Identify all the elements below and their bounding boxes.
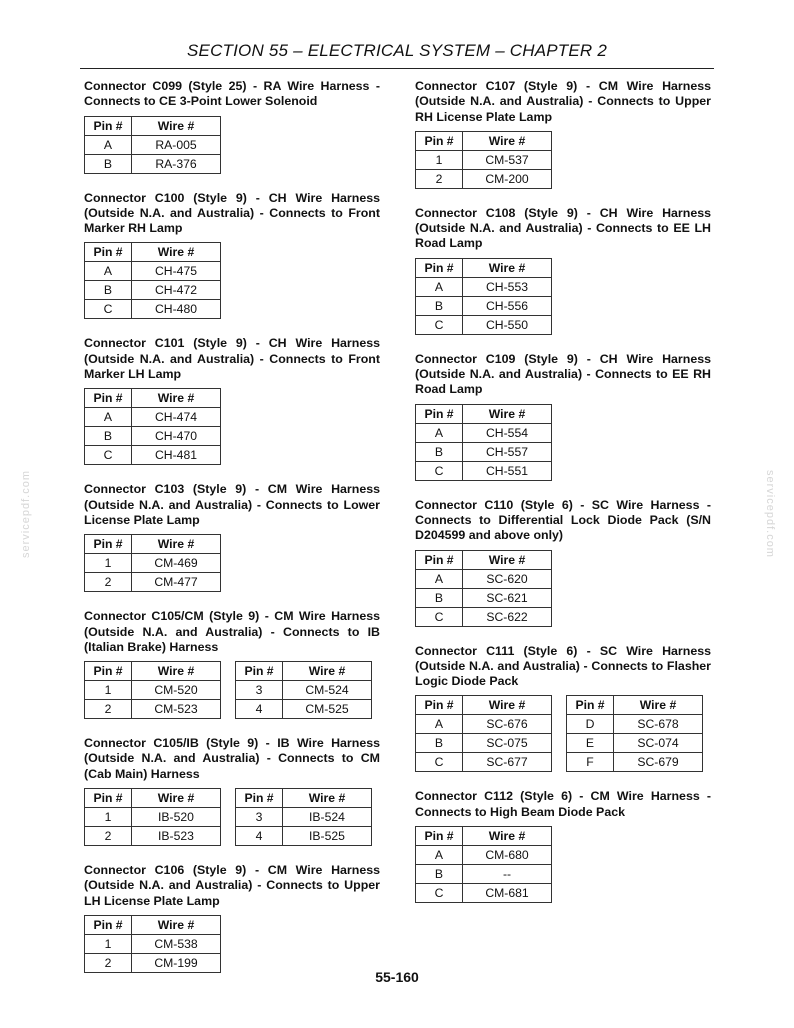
pin-cell: B — [416, 734, 463, 753]
pin-wire-table — [84, 915, 221, 973]
connector-section — [84, 336, 380, 465]
table-header-row — [416, 258, 552, 277]
pin-wire-table — [415, 131, 552, 189]
pin-cell: 2 — [85, 573, 132, 592]
table-header-row — [416, 131, 552, 150]
wire-cell: SC-621 — [463, 588, 552, 607]
table-row — [85, 262, 221, 281]
pin-cell: E — [567, 734, 614, 753]
connector-section — [84, 609, 380, 719]
connector-section — [415, 498, 711, 627]
pin-cell: B — [416, 442, 463, 461]
pin-cell: 3 — [236, 681, 283, 700]
table-row — [416, 846, 552, 865]
pin-wire-table — [84, 661, 221, 719]
wire-column-header: Wire # — [614, 696, 703, 715]
table-row — [85, 446, 221, 465]
connector-section — [415, 789, 711, 903]
pin-table-group — [84, 661, 380, 719]
watermark-right: servicepdf.com — [764, 470, 776, 558]
wire-cell: CH-551 — [463, 461, 552, 480]
wire-cell: CM-469 — [132, 554, 221, 573]
table-row — [416, 588, 552, 607]
table-row — [416, 753, 552, 772]
pin-column-header: Pin # — [416, 404, 463, 423]
wire-column-header: Wire # — [132, 389, 221, 408]
wire-cell: CH-553 — [463, 277, 552, 296]
table-header-row — [85, 243, 221, 262]
connector-section — [415, 79, 711, 189]
table-header-row — [85, 116, 221, 135]
pin-cell: C — [416, 315, 463, 334]
pin-wire-table — [84, 242, 221, 319]
pin-cell: A — [416, 715, 463, 734]
table-header-row — [85, 535, 221, 554]
pin-column-header: Pin # — [236, 662, 283, 681]
pin-wire-table — [84, 788, 221, 846]
wire-column-header: Wire # — [463, 404, 552, 423]
table-row — [416, 865, 552, 884]
pin-table-group — [415, 550, 711, 627]
pin-wire-table — [235, 661, 372, 719]
pin-cell: 1 — [85, 934, 132, 953]
wire-column-header: Wire # — [283, 789, 372, 808]
wire-cell: SC-679 — [614, 753, 703, 772]
pin-cell: C — [416, 461, 463, 480]
wire-cell: CH-472 — [132, 281, 221, 300]
connector-section — [84, 79, 380, 174]
wire-cell: SC-074 — [614, 734, 703, 753]
header-rule — [80, 68, 714, 69]
pin-cell: 2 — [85, 700, 132, 719]
table-row — [85, 681, 221, 700]
table-row — [416, 442, 552, 461]
table-row — [85, 135, 221, 154]
wire-cell: SC-620 — [463, 569, 552, 588]
table-row — [567, 734, 703, 753]
pin-cell: C — [416, 884, 463, 903]
pin-wire-table — [84, 534, 221, 592]
wire-cell: CM-538 — [132, 934, 221, 953]
wire-cell: IB-523 — [132, 827, 221, 846]
table-header-row — [85, 915, 221, 934]
wire-cell: CH-474 — [132, 408, 221, 427]
wire-cell: CH-481 — [132, 446, 221, 465]
wire-cell: CH-554 — [463, 423, 552, 442]
connector-title: Connector C099 (Style 25) - RA Wire Harness - Connects to CE 3-Point Lower Solenoid — [84, 79, 380, 109]
pin-wire-table — [415, 550, 552, 627]
pin-wire-table — [566, 695, 703, 772]
table-row — [416, 461, 552, 480]
page-header-title: SECTION 55 – ELECTRICAL SYSTEM – CHAPTER 2 — [187, 41, 607, 60]
pin-table-group — [415, 404, 711, 481]
table-header-row — [85, 389, 221, 408]
connector-title: Connector C105/IB (Style 9) - IB Wire Harness (Outside N.A. and Australia) - Connects to CM (Cab Main) Harness — [84, 736, 380, 781]
pin-wire-table — [235, 788, 372, 846]
table-row — [416, 169, 552, 188]
table-row — [85, 827, 221, 846]
pin-table-group — [84, 242, 380, 319]
connector-section — [415, 352, 711, 481]
wire-column-header: Wire # — [132, 243, 221, 262]
pin-column-header: Pin # — [416, 258, 463, 277]
table-row — [416, 277, 552, 296]
table-row — [236, 808, 372, 827]
wire-cell: CM-680 — [463, 846, 552, 865]
table-row — [85, 154, 221, 173]
pin-table-group — [84, 788, 380, 846]
pin-cell: 2 — [416, 169, 463, 188]
connector-section — [84, 863, 380, 973]
pin-cell: B — [85, 281, 132, 300]
connector-title: Connector C107 (Style 9) - CM Wire Harness (Outside N.A. and Australia) - Connects to Upper RH License Plate Lamp — [415, 79, 711, 124]
pin-cell: B — [416, 588, 463, 607]
pin-cell: 2 — [85, 827, 132, 846]
watermark-left: servicepdf.com — [20, 470, 32, 558]
pin-cell: 1 — [85, 554, 132, 573]
table-row — [567, 715, 703, 734]
pin-cell: A — [85, 262, 132, 281]
pin-cell: 4 — [236, 827, 283, 846]
table-row — [236, 681, 372, 700]
wire-column-header: Wire # — [283, 662, 372, 681]
wire-cell: CM-199 — [132, 953, 221, 972]
table-row — [416, 150, 552, 169]
pin-column-header: Pin # — [416, 827, 463, 846]
pin-column-header: Pin # — [85, 116, 132, 135]
pin-table-group — [415, 131, 711, 189]
connector-title: Connector C108 (Style 9) - CH Wire Harness (Outside N.A. and Australia) - Connects to EE LH Road Lamp — [415, 205, 711, 251]
pin-cell: D — [567, 715, 614, 734]
table-row — [416, 884, 552, 903]
pin-column-header: Pin # — [567, 696, 614, 715]
pin-cell: A — [85, 408, 132, 427]
pin-cell: A — [85, 135, 132, 154]
table-header-row — [416, 404, 552, 423]
pin-column-header: Pin # — [85, 535, 132, 554]
wire-cell: CM-525 — [283, 700, 372, 719]
wire-column-header: Wire # — [132, 789, 221, 808]
wire-column-header: Wire # — [463, 696, 552, 715]
pin-cell: B — [416, 865, 463, 884]
wire-cell: CM-537 — [463, 150, 552, 169]
connector-title: Connector C111 (Style 6) - SC Wire Harness (Outside N.A. and Australia) - Connects to Flasher Logic Diode Pack — [415, 643, 711, 689]
wire-column-header: Wire # — [463, 827, 552, 846]
pin-table-group — [415, 826, 711, 903]
wire-cell: RA-005 — [132, 135, 221, 154]
wire-column-header: Wire # — [132, 915, 221, 934]
connector-title: Connector C101 (Style 9) - CH Wire Harness (Outside N.A. and Australia) - Connects to Front Marker LH Lamp — [84, 336, 380, 382]
pin-table-group — [415, 258, 711, 335]
wire-column-header: Wire # — [132, 662, 221, 681]
table-header-row — [236, 789, 372, 808]
table-row — [85, 934, 221, 953]
wire-cell: CM-523 — [132, 700, 221, 719]
wire-cell: CH-475 — [132, 262, 221, 281]
wire-cell: IB-524 — [283, 808, 372, 827]
pin-wire-table — [415, 258, 552, 335]
right-column — [415, 79, 711, 920]
pin-table-group — [415, 695, 711, 772]
table-header-row — [416, 696, 552, 715]
pin-cell: 1 — [85, 681, 132, 700]
pin-cell: C — [416, 607, 463, 626]
connector-section — [415, 206, 711, 335]
pin-column-header: Pin # — [85, 389, 132, 408]
pin-wire-table — [84, 388, 221, 465]
left-column — [84, 79, 380, 990]
wire-cell: IB-525 — [283, 827, 372, 846]
table-row — [85, 554, 221, 573]
pin-wire-table — [415, 695, 552, 772]
pin-cell: 4 — [236, 700, 283, 719]
wire-cell: SC-677 — [463, 753, 552, 772]
wire-cell: CH-480 — [132, 300, 221, 319]
pin-cell: 2 — [85, 953, 132, 972]
page-number: 55-160 — [375, 969, 419, 985]
table-header-row — [567, 696, 703, 715]
pin-column-header: Pin # — [236, 789, 283, 808]
wire-cell: CH-556 — [463, 296, 552, 315]
pin-column-header: Pin # — [416, 131, 463, 150]
pin-cell: B — [416, 296, 463, 315]
connector-title: Connector C100 (Style 9) - CH Wire Harness (Outside N.A. and Australia) - Connects to Front Marker RH Lamp — [84, 190, 380, 236]
pin-wire-table — [415, 826, 552, 903]
connector-title: Connector C105/CM (Style 9) - CM Wire Harness (Outside N.A. and Australia) - Connects to IB (Italian Brake) Harness — [84, 609, 380, 654]
connector-section — [84, 736, 380, 846]
wire-cell: CM-200 — [463, 169, 552, 188]
pin-cell: 3 — [236, 808, 283, 827]
table-row — [85, 408, 221, 427]
pin-wire-table — [415, 404, 552, 481]
table-row — [236, 827, 372, 846]
wire-column-header: Wire # — [132, 116, 221, 135]
table-row — [567, 753, 703, 772]
wire-cell: CM-477 — [132, 573, 221, 592]
table-row — [416, 315, 552, 334]
pin-cell: F — [567, 753, 614, 772]
table-row — [85, 808, 221, 827]
table-row — [416, 296, 552, 315]
pin-cell: A — [416, 423, 463, 442]
pin-cell: B — [85, 427, 132, 446]
wire-cell: CM-681 — [463, 884, 552, 903]
pin-column-header: Pin # — [85, 243, 132, 262]
table-row — [416, 569, 552, 588]
pin-table-group — [84, 534, 380, 592]
wire-cell: SC-678 — [614, 715, 703, 734]
pin-cell: C — [85, 446, 132, 465]
wire-cell: CH-470 — [132, 427, 221, 446]
table-header-row — [416, 550, 552, 569]
connector-title: Connector C103 (Style 9) - CM Wire Harness (Outside N.A. and Australia) - Connects to Lower License Plate Lamp — [84, 482, 380, 527]
table-row — [236, 700, 372, 719]
table-row — [85, 300, 221, 319]
wire-cell: CM-520 — [132, 681, 221, 700]
pin-cell: A — [416, 277, 463, 296]
pin-cell: A — [416, 846, 463, 865]
table-row — [85, 573, 221, 592]
table-row — [85, 281, 221, 300]
pin-cell: C — [416, 753, 463, 772]
connector-title: Connector C110 (Style 6) - SC Wire Harness - Connects to Differential Lock Diode Pack (S/N D204599 and above only) — [415, 497, 711, 543]
table-row — [416, 423, 552, 442]
wire-cell: SC-075 — [463, 734, 552, 753]
pin-cell: 1 — [85, 808, 132, 827]
pin-column-header: Pin # — [416, 550, 463, 569]
table-header-row — [236, 662, 372, 681]
wire-cell: -- — [463, 865, 552, 884]
connector-section — [84, 482, 380, 592]
pin-table-group — [84, 388, 380, 465]
table-row — [416, 607, 552, 626]
wire-column-header: Wire # — [463, 550, 552, 569]
table-header-row — [416, 827, 552, 846]
wire-column-header: Wire # — [463, 258, 552, 277]
wire-column-header: Wire # — [463, 131, 552, 150]
pin-cell: A — [416, 569, 463, 588]
pin-table-group — [84, 915, 380, 973]
pin-wire-table — [84, 116, 221, 174]
pin-column-header: Pin # — [85, 915, 132, 934]
wire-cell: RA-376 — [132, 154, 221, 173]
pin-cell: B — [85, 154, 132, 173]
wire-column-header: Wire # — [132, 535, 221, 554]
connector-section — [415, 644, 711, 773]
wire-cell: CM-524 — [283, 681, 372, 700]
connector-title: Connector C109 (Style 9) - CH Wire Harness (Outside N.A. and Australia) - Connects to EE RH Road Lamp — [415, 351, 711, 397]
table-header-row — [85, 662, 221, 681]
table-header-row — [85, 789, 221, 808]
pin-column-header: Pin # — [85, 789, 132, 808]
table-row — [416, 734, 552, 753]
table-row — [416, 715, 552, 734]
connector-title: Connector C112 (Style 6) - CM Wire Harness - Connects to High Beam Diode Pack — [415, 789, 711, 819]
wire-cell: SC-676 — [463, 715, 552, 734]
wire-cell: CH-557 — [463, 442, 552, 461]
table-row — [85, 700, 221, 719]
wire-cell: CH-550 — [463, 315, 552, 334]
wire-cell: IB-520 — [132, 808, 221, 827]
wire-cell: SC-622 — [463, 607, 552, 626]
connector-section — [84, 191, 380, 320]
pin-column-header: Pin # — [85, 662, 132, 681]
pin-table-group — [84, 116, 380, 174]
pin-cell: C — [85, 300, 132, 319]
table-row — [85, 427, 221, 446]
pin-column-header: Pin # — [416, 696, 463, 715]
connector-title: Connector C106 (Style 9) - CM Wire Harness (Outside N.A. and Australia) - Connects to Upper LH License Plate Lamp — [84, 863, 380, 908]
pin-cell: 1 — [416, 150, 463, 169]
